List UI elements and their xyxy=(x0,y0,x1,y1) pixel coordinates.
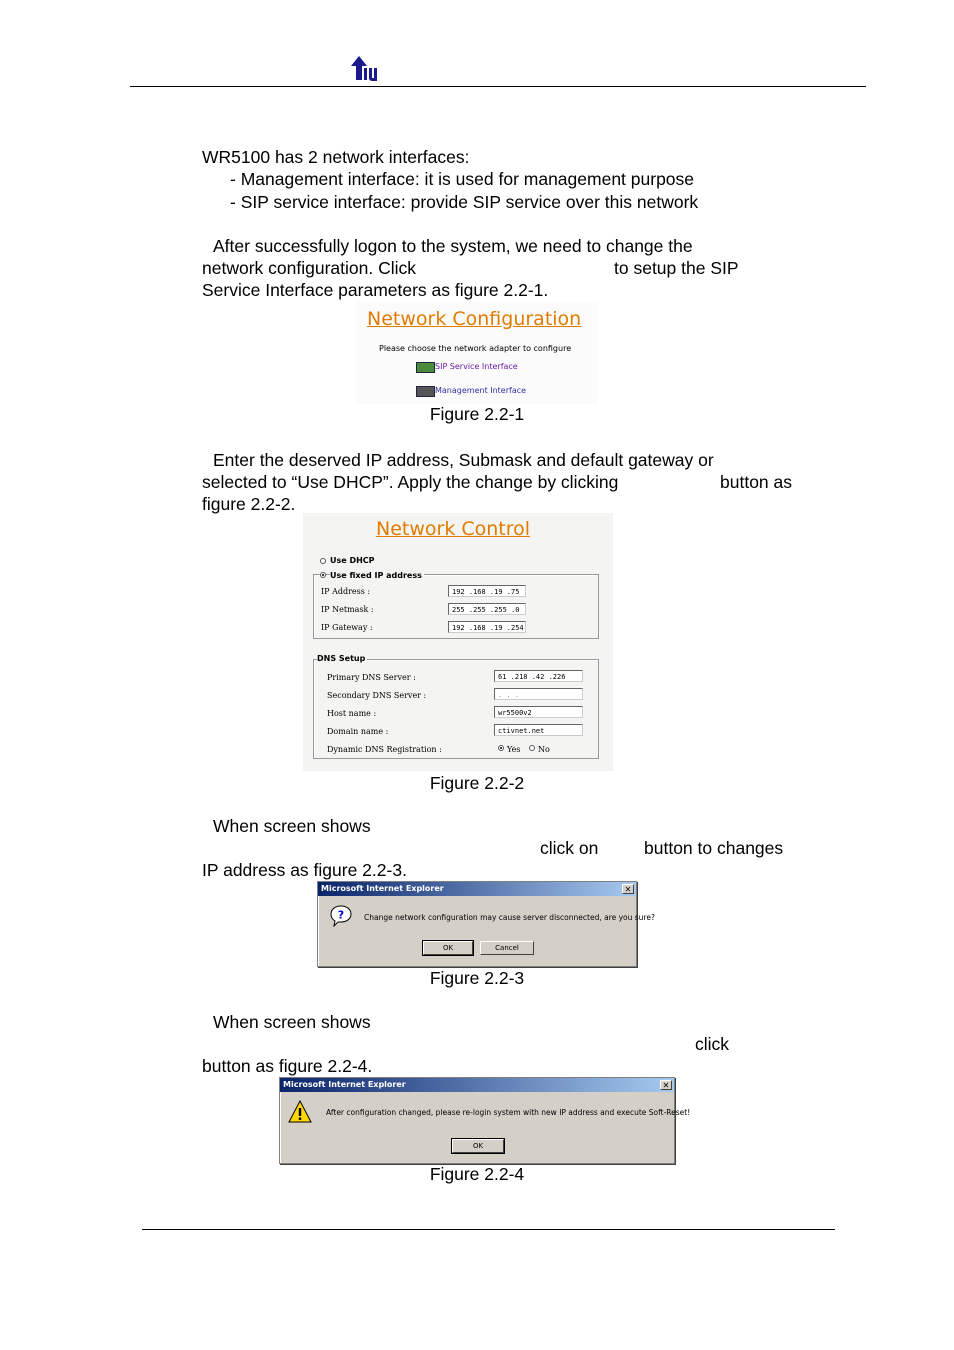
para3-line2a: click on xyxy=(540,838,599,858)
para4-line3: button as figure 2.2-4. xyxy=(202,1056,373,1076)
para4-line1: When screen shows xyxy=(213,1012,371,1032)
para3-line2b: button to changes xyxy=(644,838,784,858)
use-dhcp-radio[interactable] xyxy=(320,558,326,564)
ip-address-input[interactable]: 192 .168 .19 .75 xyxy=(448,585,526,597)
figure-network-control xyxy=(303,513,613,771)
secondary-dns-label: Secondary DNS Server : xyxy=(327,691,427,700)
sip-service-link-label: SIP Service Interface xyxy=(435,362,518,371)
para3-line3: IP address as figure 2.2-3. xyxy=(202,860,407,880)
para1-line1: After successfully logon to the system, we need to change the xyxy=(213,236,693,256)
domain-name-label: Domain name : xyxy=(327,727,389,736)
ip-gateway-input[interactable]: 192 .168 .19 .254 xyxy=(448,621,526,633)
dialog-close-button[interactable]: ✕ xyxy=(622,884,634,894)
header-logo xyxy=(350,56,378,82)
fig2-title: Network Control xyxy=(376,518,531,540)
ok-button[interactable]: OK xyxy=(423,941,473,955)
domain-name-input[interactable]: ctivnet.net xyxy=(494,724,583,736)
ok-button[interactable]: OK xyxy=(452,1139,504,1153)
fig4-caption: Figure 2.2-4 xyxy=(429,1164,525,1184)
fig1-caption: Figure 2.2-1 xyxy=(429,404,525,424)
dialog-close-button[interactable]: ✕ xyxy=(660,1080,672,1090)
para2-line2b: button as xyxy=(720,472,792,492)
ddns-yes-radio[interactable] xyxy=(498,745,504,751)
dialog-title-bar: Microsoft Internet Explorer xyxy=(280,1078,674,1092)
question-icon xyxy=(330,905,352,927)
host-name-input[interactable]: wr5500v2 xyxy=(494,706,583,718)
ddns-no-label: No xyxy=(538,745,550,754)
host-name-label: Host name : xyxy=(327,709,377,718)
list-item: - Management interface: it is used for management purpose xyxy=(230,169,695,189)
dns-setup-label: DNS Setup xyxy=(317,654,366,663)
use-fixed-ip-radio[interactable] xyxy=(320,572,326,578)
fig1-prompt: Please choose the network adapter to configure xyxy=(379,344,572,353)
alert-dialog xyxy=(279,1077,691,1164)
para2-line2a: selected to “Use DHCP”. Apply the change by clicking xyxy=(202,472,619,492)
fig1-title: Network Configuration xyxy=(367,308,582,330)
bullet-text: SIP service interface: provide SIP service over this network xyxy=(240,192,699,212)
para2-line1: Enter the deserved IP address, Submask and default gateway or xyxy=(213,450,714,470)
confirm-message: Change network configuration may cause server disconnected, are you sure? xyxy=(364,913,655,922)
footer-rule xyxy=(142,1229,835,1230)
para3-line1: When screen shows xyxy=(213,816,371,836)
figure-network-configuration xyxy=(356,301,598,404)
management-link-label: Management Interface xyxy=(435,386,527,395)
para1-line2b: to setup the SIP xyxy=(614,258,739,278)
intro-text: WR5100 has 2 network interfaces: xyxy=(202,147,470,167)
alert-message: After configuration changed, please re-login system with new IP address and execute Soft-Reset! xyxy=(326,1108,691,1117)
cancel-button[interactable]: Cancel xyxy=(480,941,534,955)
primary-dns-label: Primary DNS Server : xyxy=(327,673,416,682)
network-adapter-icon xyxy=(416,362,435,373)
bullet-text: Management interface: it is used for management purpose xyxy=(240,169,695,189)
logo-arrow-icon xyxy=(350,56,378,82)
para2-line3: figure 2.2-2. xyxy=(202,494,296,514)
ip-gateway-label: IP Gateway : xyxy=(321,623,373,632)
ddns-label: Dynamic DNS Registration : xyxy=(327,745,442,754)
ip-netmask-input[interactable]: 255 .255 .255 .0 xyxy=(448,603,526,615)
ddns-no-radio[interactable] xyxy=(529,745,535,751)
para1-line3: Service Interface parameters as figure 2.2-1. xyxy=(202,280,549,300)
para4-line2: click xyxy=(695,1034,730,1054)
header-rule xyxy=(130,86,866,87)
list-item: - SIP service interface: provide SIP service over this network xyxy=(230,192,699,212)
use-fixed-ip-label: Use fixed IP address xyxy=(330,571,422,580)
para1-line2a: network configuration. Click xyxy=(202,258,416,278)
ip-address-label: IP Address : xyxy=(321,587,371,596)
use-dhcp-label: Use DHCP xyxy=(330,556,375,565)
confirm-dialog xyxy=(317,881,655,967)
dialog-title-bar: Microsoft Internet Explorer xyxy=(318,882,636,896)
ddns-yes-label: Yes xyxy=(507,745,521,754)
network-adapter-icon xyxy=(416,386,435,397)
svg-text:?: ? xyxy=(337,908,345,922)
fig3-caption: Figure 2.2-3 xyxy=(429,968,525,988)
fig2-caption: Figure 2.2-2 xyxy=(429,773,525,793)
secondary-dns-input[interactable]: . . . xyxy=(494,688,583,700)
warning-icon xyxy=(288,1100,312,1124)
ip-netmask-label: IP Netmask : xyxy=(321,605,374,614)
primary-dns-input[interactable]: 61 .218 .42 .226 xyxy=(494,670,583,682)
